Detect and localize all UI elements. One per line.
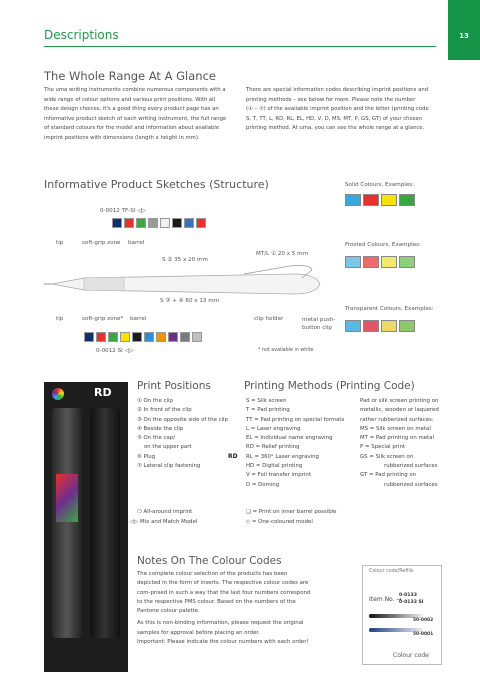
colour-swatch (112, 218, 122, 228)
item-no-label: Item No. → (369, 596, 402, 603)
colour-wheel-icon (52, 388, 64, 400)
notes-title: Notes On The Colour Codes (137, 555, 282, 567)
methods-col2: Pad or silk screen printing on metallic, wooden or laquered rather rubberized surfaces: MS = Silk screen on metal MT = Pad printing on metal P = Special print GS = Silk screen on rubberized surfaces GT = Pad printing on rubberized surfaces (360, 398, 439, 488)
product-photo (44, 382, 128, 672)
label-metal-clip: metal push- button clip (302, 317, 336, 331)
all-around-note: ❍ All-around imprint (137, 509, 193, 515)
transparent-swatch (345, 320, 361, 332)
mix-match-note: ◁▷ Mix and Match Model (130, 519, 198, 525)
glance-title: The Whole Range At A Glance (44, 69, 216, 83)
inner-barrel-note: ❑ = Print on inner barrel possible (246, 509, 337, 515)
methods-col1: S = Silk screen T = Pad printing TT = Pad printing on special formats L = Laser engraving EL = Individual name engraving RD = Relief printing RL = 360° Laser engraving HD = Digital printing V = Foil transfer imprint D = Doming (246, 398, 345, 488)
solid-swatch (399, 194, 415, 206)
solid-swatch (363, 194, 379, 206)
frosted-swatch (381, 256, 397, 268)
colour-swatch (132, 332, 142, 342)
label-clip-holder: clip holder (254, 316, 284, 322)
frosted-swatch (363, 256, 379, 268)
colour-swatch (84, 332, 94, 342)
dim-1: MT/L ① 20 x 5 mm (256, 251, 309, 257)
label-softgrip: soft-grip zone (82, 240, 121, 246)
glance-right-text: There are special information codes describing imprint positions and printing methods – see below for more. Please note the number (① – ⑦) of the available imprint position and the letter (printing code S, T, TT, L, RD, RL, EL, HD, V, D, MS, MT, P, GS, GT) of your chosen printing method. At uma, you can see the whole range at a glance. (246, 87, 429, 132)
frosted-title: Frosted Colours, Examples: (345, 242, 421, 248)
colour-swatch (96, 332, 106, 342)
page-number: 13 (459, 32, 469, 40)
print-sample (56, 474, 78, 522)
label-tip: tip (56, 240, 64, 246)
label-barrel: barrel (128, 240, 145, 246)
rd-icon: RD (228, 453, 238, 460)
methods-title: Printing Methods (Printing Code) (244, 380, 415, 392)
model-bottom-label: 0-0012 SI ◁▷ (96, 348, 134, 354)
transparent-swatch (381, 320, 397, 332)
colour-code-label: Colour code (393, 652, 429, 659)
box-title: Colour code/Refills (369, 569, 414, 574)
frosted-swatch (399, 256, 415, 268)
page-tab (448, 0, 480, 60)
notes-text: The complete colour selection of the products has been depicted in the form of inserts. The respective colour codes are com-prised in such a way that the last four numbers correspond to the respective PMS colour. Based on the numbers of the Pantone colour palette. As this is non-binding information, please request the original samples for approval before placing an order. Important: Please indicate the colour numbers with each order! (137, 571, 311, 646)
print-positions-list: ① On the clip ② In front of the clip ③ On the opposite side of the clip ④ Beside the clip ⑤ On the cap/ on the upper part ⑥ Plug ⑦ Lateral clip fastening (137, 398, 228, 470)
dim-2: S ② 35 x 20 mm (162, 257, 208, 263)
label-softgrip-bottom: soft-grip zone* (82, 316, 124, 322)
colour-swatch (108, 332, 118, 342)
item-codes: 0-0133 0-0133 SI (399, 593, 424, 605)
header-divider (44, 46, 436, 47)
colour-swatch (148, 218, 158, 228)
colour-swatch (136, 218, 146, 228)
transparent-title: Transparent Colours, Examples: (345, 306, 434, 312)
dim-3: S ③ + ④ 60 x 13 mm (160, 298, 220, 304)
transparent-swatch (399, 320, 415, 332)
colour-swatch (144, 332, 154, 342)
refill-code-1: 50-0002 (413, 618, 434, 623)
colour-swatch (172, 218, 182, 228)
colour-swatch (184, 218, 194, 228)
label-barrel-bottom: barrel (130, 316, 147, 322)
label-tip-bottom: tip (56, 316, 64, 322)
colour-code-box (362, 565, 442, 665)
one-coloured-note: ◇ = One-coloured model (246, 519, 313, 525)
model-top-label: 0-0012 TF-SI ◁▷ (100, 208, 146, 214)
colour-swatch (168, 332, 178, 342)
pen-photo-1 (52, 408, 82, 638)
transparent-swatch (363, 320, 379, 332)
refill-code-2: 50-0001 (413, 632, 434, 637)
colour-swatch (160, 218, 170, 228)
colour-swatch (180, 332, 190, 342)
colour-swatch (196, 218, 206, 228)
note-white: * not available in white (258, 348, 314, 353)
solid-swatch (381, 194, 397, 206)
print-positions-title: Print Positions (137, 380, 211, 392)
section-title: Descriptions (44, 28, 119, 42)
rd-logo: RD (94, 386, 112, 399)
solid-swatch (345, 194, 361, 206)
colour-swatch (120, 332, 130, 342)
frosted-swatch (345, 256, 361, 268)
glance-left-text: The uma writing instruments combine numerous components with a wide range of colour options and various print positions. With all these design choices, it's a good thing every product page has an informative product sketch of each writing instrument, the full range of standard colours for the model and information about available imprint positions with dimensions (length x height in mm). (44, 87, 227, 141)
pen-photo-2 (90, 408, 120, 638)
colour-swatch (156, 332, 166, 342)
colour-swatch (124, 218, 134, 228)
solid-title: Solid Colours, Examples: (345, 182, 415, 188)
colour-swatch (192, 332, 202, 342)
sketch-title: Informative Product Sketches (Structure) (44, 178, 269, 191)
